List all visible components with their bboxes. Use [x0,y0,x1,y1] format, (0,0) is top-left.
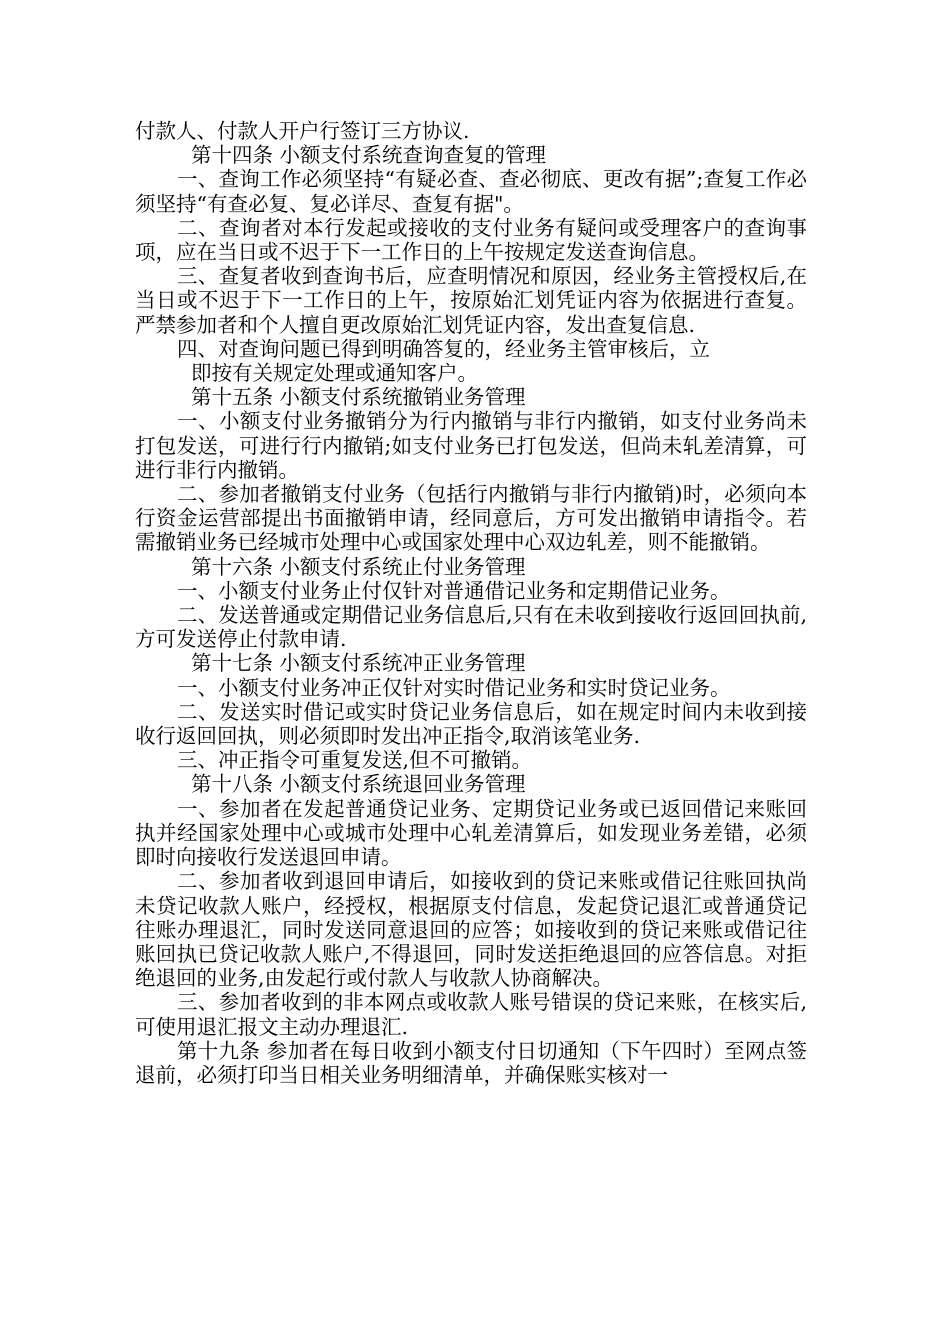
paragraph: 二、发送实时借记或实时贷记业务信息后，如在规定时间内未收到接收行返回回执，则必须即时发出冲正指令,取消该笔业务. [135,699,807,749]
paragraph: 三、冲正指令可重复发送,但不可撤销。 [177,748,533,773]
paragraph: 四、对查询问题已得到明确答复的，经业务主管审核后，立 [177,336,710,361]
paragraph: 三、参加者收到的非本网点或收款人账号错误的贷记来账，在核实后,可使用退汇报文主动办理退汇. [135,990,807,1039]
paragraph: 一、小额支付业务冲正仅针对实时借记业务和实时贷记业务。 [177,675,731,700]
article-heading-17: 第十七条 小额支付系统冲正业务管理 [191,651,526,676]
paragraph: 二、参加者收到退回申请后，如接收到的贷记来账或借记往账回执尚未贷记收款人账户，经授权，根据原支付信息，发起贷记退汇或普通贷记往账办理退汇，同时发送同意退回的应答；如接收到的贷记来账或借记往账回执已贷记收款人账户,不得退回，同时发送拒绝退回的应答信息。对拒绝退回的业务,由发起行或付款人与收款人协商解决。 [135,869,807,991]
paragraph: 二、查询者对本行发起或接收的支付业务有疑问或受理客户的查询事项，应在当日或不迟于下一工作日的上午按规定发送查询信息。 [135,215,807,265]
paragraph-hanging-line: 即按有关规定处理或通知客户。 [191,361,478,386]
article-heading-16: 第十六条 小额支付系统止付业务管理 [191,554,526,579]
article-heading-15: 第十五条 小额支付系统撤销业务管理 [191,385,526,410]
article-heading-18: 第十八条 小额支付系统退回业务管理 [191,772,526,797]
paragraph: 一、小额支付业务撤销分为行内撤销与非行内撤销，如支付业务尚未打包发送，可进行行内撤销;如支付业务已打包发送，但尚未轧差清算，可进行非行内撤销。 [135,409,807,482]
paragraph: 一、参加者在发起普通贷记业务、定期贷记业务或已返回借记来账回执并经国家处理中心或城市处理中心轧差清算后，如发现业务差错，必须即时向接收行发送退回申请。 [135,796,807,870]
article-19-paragraph: 第十九条 参加者在每日收到小额支付日切通知（下午四时）至网点签退前，必须打印当日相关业务明细清单，并确保账实核对一 [135,1038,807,1087]
paragraph: 二、参加者撤销支付业务（包括行内撤销与非行内撤销)时，必须向本行资金运营部提出书面撤销申请，经同意后，方可发出撤销申请指令。若需撤销业务已经城市处理中心或国家处理中心双边轧差，则不能撤销。 [135,482,807,555]
paragraph: 三、查复者收到查询书后，应查明情况和原因，经业务主管授权后,在当日或不迟于下一工作日的上午，按原始汇划凭证内容为依据进行查复。严禁参加者和个人擅自更改原始汇划凭证内容，发出查复信息. [135,264,807,337]
paragraph-continuation: 付款人、付款人开户行签订三方协议. [135,119,470,143]
article-heading-14: 第十四条 小额支付系统查询查复的管理 [191,143,547,168]
document-page [135,119,807,1087]
paragraph: 一、查询工作必须坚持“有疑必查、查必彻底、更改有据”;查复工作必须坚持“有查必复、复必详尽、查复有据"。 [135,167,807,216]
paragraph: 二、发送普通或定期借记业务信息后,只有在未收到接收行返回回执前,方可发送停止付款申请. [135,603,807,652]
paragraph: 一、小额支付业务止付仅针对普通借记业务和定期借记业务。 [177,578,731,603]
